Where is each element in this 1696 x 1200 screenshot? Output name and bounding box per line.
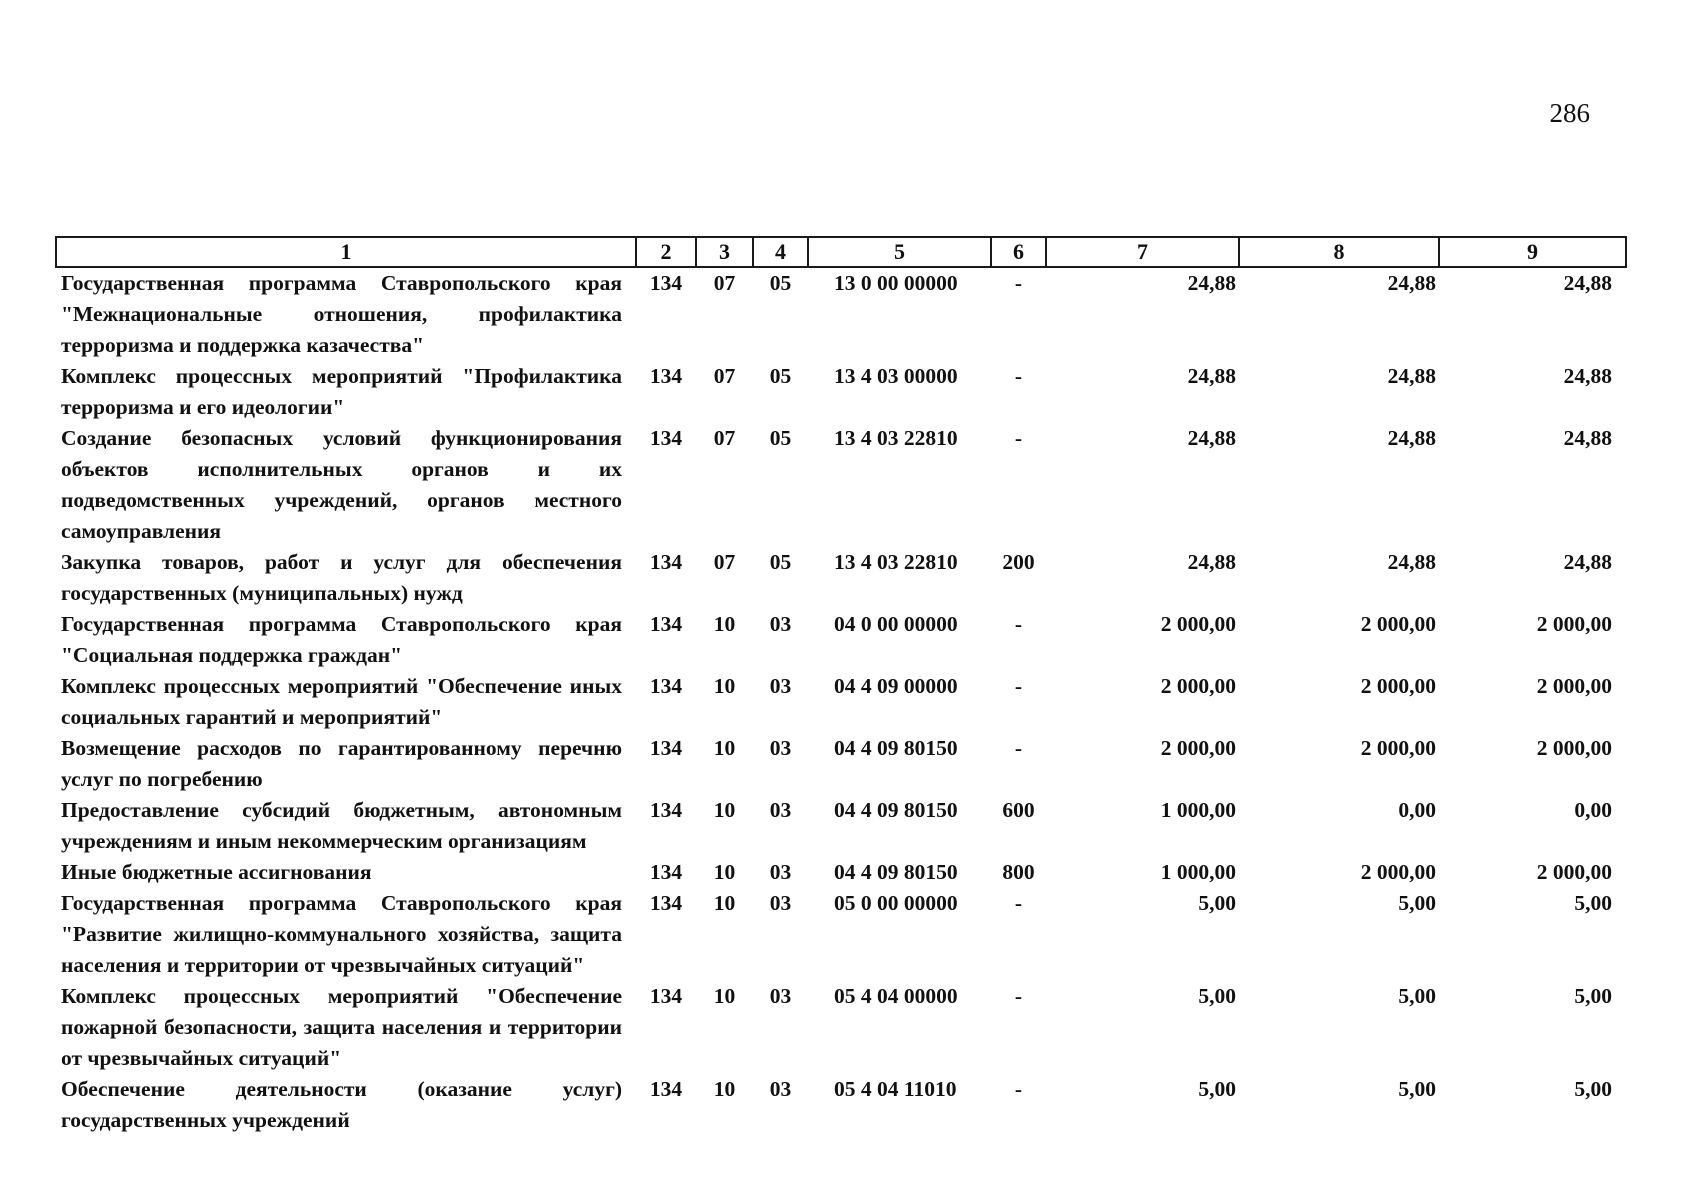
expense-type-code: - — [1014, 612, 1023, 636]
section-code: 10 — [713, 798, 736, 822]
ministry-code: 134 — [649, 1077, 683, 1101]
amount-col-8: 0,00 — [1398, 798, 1436, 822]
column-header: 2 — [636, 237, 696, 267]
amount-col-9: 24,88 — [1563, 426, 1612, 450]
amount-col-8: 24,88 — [1387, 426, 1436, 450]
amount-col-9: 5,00 — [1574, 984, 1612, 1008]
target-article-code: 04 4 09 80150 — [834, 860, 958, 884]
amount-col-9: 2 000,00 — [1536, 860, 1612, 884]
amount-col-7: 2 000,00 — [1160, 612, 1236, 636]
amount-col-8: 5,00 — [1398, 1077, 1436, 1101]
amount-col-7: 2 000,00 — [1160, 674, 1236, 698]
section-code: 10 — [713, 891, 736, 915]
target-article-code: 13 4 03 22810 — [834, 426, 958, 450]
subsection-code: 03 — [769, 736, 792, 760]
target-article-code: 05 0 00 00000 — [834, 891, 958, 915]
row-name: Комплекс процессных мероприятий "Обеспечение пожарной безопасности, защита населения и территории от чрезвычайных ситуаций" — [61, 984, 622, 1070]
target-article-code: 05 4 04 00000 — [834, 984, 958, 1008]
amount-col-7: 5,00 — [1198, 1077, 1236, 1101]
amount-col-8: 24,88 — [1387, 550, 1436, 574]
table-row — [56, 547, 1626, 609]
row-name: Предоставление субсидий бюджетным, автономным учреждениям и иным некоммерческим организациям — [61, 798, 622, 853]
expense-type-code: - — [1014, 736, 1023, 760]
ministry-code: 134 — [649, 426, 683, 450]
target-article-code: 04 4 09 80150 — [834, 798, 958, 822]
ministry-code: 134 — [649, 798, 683, 822]
subsection-code: 05 — [769, 550, 792, 574]
budget-table — [55, 236, 1627, 1136]
amount-col-7: 24,88 — [1187, 271, 1236, 295]
ministry-code: 134 — [649, 550, 683, 574]
amount-col-7: 5,00 — [1198, 984, 1236, 1008]
section-code: 10 — [713, 674, 736, 698]
amount-col-9: 24,88 — [1563, 364, 1612, 388]
expense-type-code: - — [1014, 426, 1023, 450]
ministry-code: 134 — [649, 271, 683, 295]
amount-col-8: 2 000,00 — [1360, 612, 1436, 636]
expense-type-code: - — [1014, 1077, 1023, 1101]
column-header: 8 — [1239, 237, 1439, 267]
amount-col-9: 2 000,00 — [1536, 612, 1612, 636]
amount-col-8: 2 000,00 — [1360, 674, 1436, 698]
target-article-code: 05 4 04 11010 — [834, 1077, 957, 1101]
column-header: 9 — [1439, 237, 1626, 267]
subsection-code: 03 — [769, 674, 792, 698]
expense-type-code: - — [1014, 891, 1023, 915]
table-row — [56, 267, 1626, 361]
amount-col-7: 1 000,00 — [1160, 798, 1236, 822]
row-name: Закупка товаров, работ и услуг для обеспечения государственных (муниципальных) нужд — [61, 550, 622, 605]
row-name: Обеспечение деятельности (оказание услуг) государственных учреждений — [61, 1077, 622, 1132]
row-name: Государственная программа Ставропольского края "Межнациональные отношения, профилактика терроризма и поддержка казачества" — [61, 271, 622, 357]
section-code: 07 — [713, 550, 736, 574]
table-row — [56, 981, 1626, 1074]
target-article-code: 04 0 00 00000 — [834, 612, 958, 636]
table-row — [56, 671, 1626, 733]
amount-col-7: 24,88 — [1187, 550, 1236, 574]
amount-col-9: 5,00 — [1574, 891, 1612, 915]
subsection-code: 05 — [769, 271, 792, 295]
column-header: 3 — [696, 237, 753, 267]
column-header: 4 — [753, 237, 808, 267]
section-code: 10 — [713, 612, 736, 636]
section-code: 07 — [713, 426, 736, 450]
table-row — [56, 609, 1626, 671]
amount-col-8: 24,88 — [1387, 364, 1436, 388]
table-row — [56, 733, 1626, 795]
header-row — [56, 237, 1626, 267]
table-row — [56, 795, 1626, 857]
target-article-code: 13 4 03 22810 — [834, 550, 958, 574]
row-name: Иные бюджетные ассигнования — [61, 860, 372, 884]
ministry-code: 134 — [649, 736, 683, 760]
expense-type-code: - — [1014, 271, 1023, 295]
ministry-code: 134 — [649, 674, 683, 698]
amount-col-8: 5,00 — [1398, 984, 1436, 1008]
amount-col-8: 5,00 — [1398, 891, 1436, 915]
table-body — [56, 267, 1626, 1136]
amount-col-7: 5,00 — [1198, 891, 1236, 915]
amount-col-7: 1 000,00 — [1160, 860, 1236, 884]
row-name: Государственная программа Ставропольского края "Социальная поддержка граждан" — [61, 612, 622, 667]
expense-type-code: - — [1014, 364, 1023, 388]
row-name: Возмещение расходов по гарантированному перечню услуг по погребению — [61, 736, 622, 791]
section-code: 10 — [713, 984, 736, 1008]
table-row — [56, 361, 1626, 423]
section-code: 10 — [713, 736, 736, 760]
target-article-code: 04 4 09 80150 — [834, 736, 958, 760]
amount-col-8: 2 000,00 — [1360, 860, 1436, 884]
amount-col-9: 2 000,00 — [1536, 674, 1612, 698]
amount-col-7: 2 000,00 — [1160, 736, 1236, 760]
ministry-code: 134 — [649, 860, 683, 884]
expense-type-code: - — [1014, 674, 1023, 698]
section-code: 10 — [713, 1077, 736, 1101]
subsection-code: 03 — [769, 1077, 792, 1101]
page-number: 286 — [1549, 98, 1590, 128]
amount-col-9: 24,88 — [1563, 550, 1612, 574]
target-article-code: 13 0 00 00000 — [834, 271, 958, 295]
amount-col-9: 5,00 — [1574, 1077, 1612, 1101]
column-header: 1 — [56, 237, 636, 267]
expense-type-code: - — [1014, 984, 1023, 1008]
table-header — [56, 237, 1626, 267]
subsection-code: 03 — [769, 798, 792, 822]
ministry-code: 134 — [649, 612, 683, 636]
table-row — [56, 888, 1626, 981]
amount-col-9: 24,88 — [1563, 271, 1612, 295]
ministry-code: 134 — [649, 984, 683, 1008]
column-header: 6 — [991, 237, 1046, 267]
target-article-code: 04 4 09 00000 — [834, 674, 958, 698]
row-name: Государственная программа Ставропольского края "Развитие жилищно-коммунального хозяйства, защита населения и территории от чрезвычайных ситуаций" — [61, 891, 622, 977]
amount-col-7: 24,88 — [1187, 426, 1236, 450]
row-name: Создание безопасных условий функционирования объектов исполнительных органов и их подведомственных учреждений, органов местного самоуправления — [61, 426, 622, 543]
amount-col-9: 2 000,00 — [1536, 736, 1612, 760]
expense-type-code: 200 — [1002, 550, 1035, 574]
amount-col-8: 2 000,00 — [1360, 736, 1436, 760]
amount-col-8: 24,88 — [1387, 271, 1436, 295]
section-code: 07 — [713, 271, 736, 295]
ministry-code: 134 — [649, 891, 683, 915]
section-code: 07 — [713, 364, 736, 388]
amount-col-9: 0,00 — [1574, 798, 1612, 822]
subsection-code: 05 — [769, 426, 792, 450]
subsection-code: 03 — [769, 860, 792, 884]
expense-type-code: 800 — [1002, 860, 1035, 884]
subsection-code: 03 — [769, 612, 792, 636]
row-name: Комплекс процессных мероприятий "Профилактика терроризма и его идеологии" — [61, 364, 622, 419]
section-code: 10 — [713, 860, 736, 884]
subsection-code: 05 — [769, 364, 792, 388]
amount-col-7: 24,88 — [1187, 364, 1236, 388]
target-article-code: 13 4 03 00000 — [834, 364, 958, 388]
column-header: 5 — [808, 237, 991, 267]
table-row — [56, 857, 1626, 888]
table-row — [56, 423, 1626, 547]
expense-type-code: 600 — [1002, 798, 1035, 822]
ministry-code: 134 — [649, 364, 683, 388]
subsection-code: 03 — [769, 891, 792, 915]
column-header: 7 — [1046, 237, 1239, 267]
table-row — [56, 1074, 1626, 1136]
row-name: Комплекс процессных мероприятий "Обеспечение иных социальных гарантий и мероприятий" — [61, 674, 622, 729]
subsection-code: 03 — [769, 984, 792, 1008]
